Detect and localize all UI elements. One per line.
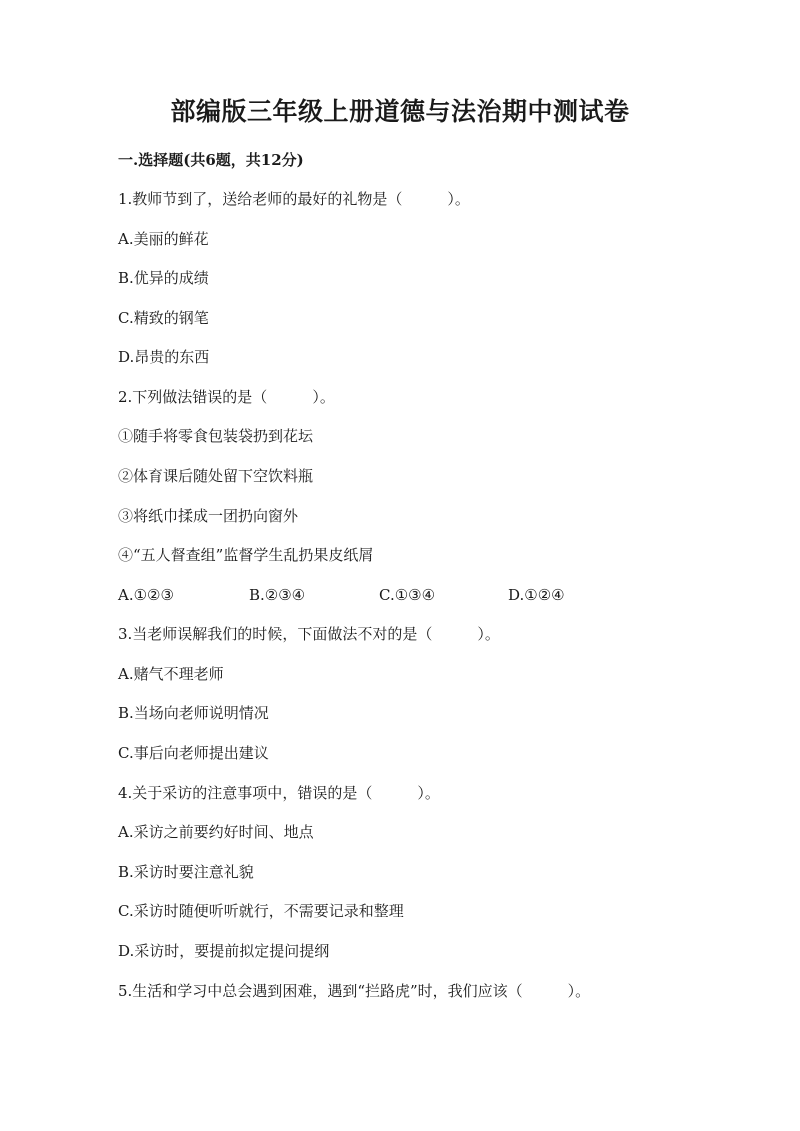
question-2-option-c: C.①③④ xyxy=(379,586,436,604)
question-2-stem: 2.下列做法错误的是（ ）。 xyxy=(118,388,335,406)
question-3-stem: 3.当老师误解我们的时候，下面做法不对的是（ ）。 xyxy=(118,625,500,643)
question-4-option-a: A.采访之前要约好时间、地点 xyxy=(118,823,314,841)
question-4-option-b: B.采访时要注意礼貌 xyxy=(118,863,254,881)
question-2-statement-2: ②体育课后随处留下空饮料瓶 xyxy=(118,467,314,485)
question-5-stem: 5.生活和学习中总会遇到困难，遇到“拦路虎”时，我们应该（ ）。 xyxy=(118,982,591,1000)
question-4-stem: 4.关于采访的注意事项中，错误的是（ ）。 xyxy=(118,784,440,802)
question-4-option-d: D.采访时，要提前拟定提问提纲 xyxy=(118,942,330,960)
question-3-option-c: C.事后向老师提出建议 xyxy=(118,744,269,762)
question-2-option-b: B.②③④ xyxy=(249,586,306,604)
question-1-option-b: B.优异的成绩 xyxy=(118,269,209,287)
question-1-option-d: D.昂贵的东西 xyxy=(118,348,210,366)
question-4-option-c: C.采访时随便听听就行，不需要记录和整理 xyxy=(118,902,404,920)
question-3-option-b: B.当场向老师说明情况 xyxy=(118,704,269,722)
exam-title: 部编版三年级上册道德与法治期中测试卷 xyxy=(170,97,630,126)
question-1-option-a: A.美丽的鲜花 xyxy=(118,230,209,248)
question-1-option-c: C.精致的钢笔 xyxy=(118,309,209,327)
question-2-statement-3: ③将纸巾揉成一团扔向窗外 xyxy=(118,507,299,525)
question-2-statement-1: ①随手将零食包装袋扔到花坛 xyxy=(118,427,314,445)
question-1-stem: 1.教师节到了，送给老师的最好的礼物是（ ）。 xyxy=(118,190,470,208)
section-heading: 一.选择题(共6题，共12分) xyxy=(118,151,304,169)
question-3-option-a: A.赌气不理老师 xyxy=(118,665,224,683)
question-2-statement-4: ④“五人督查组”监督学生乱扔果皮纸屑 xyxy=(118,546,374,564)
question-2-option-a: A.①②③ xyxy=(118,586,174,604)
question-2-option-d: D.①②④ xyxy=(508,586,565,604)
